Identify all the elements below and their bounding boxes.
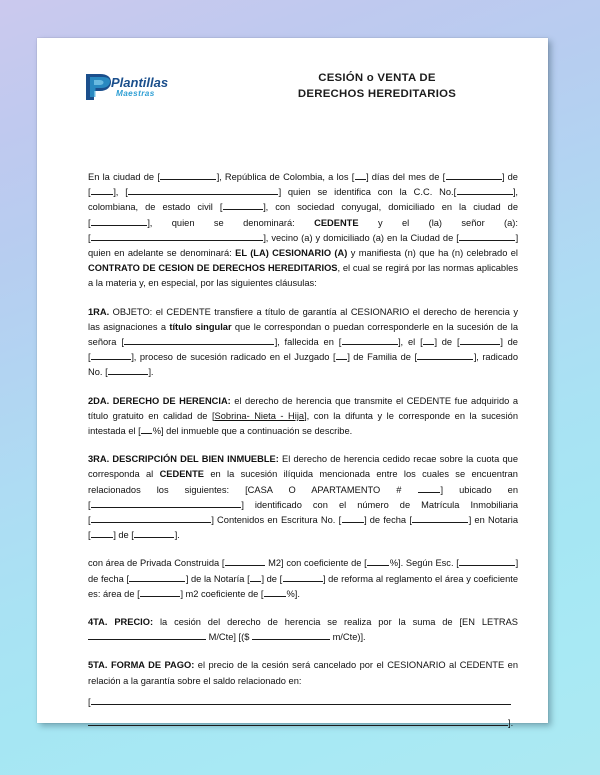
clause3-t2: en la sucesión ilíquida mencionada entre los cuales se encuentran relacionados los siguientes: [CASA O APARTAMENTO # [88,469,518,495]
blank-esc-fecha[interactable]: [ ] [126,573,189,584]
clause4-t3: m/Cte)]. [329,632,366,643]
blank-juzgado[interactable]: [ ] [332,352,350,363]
intro-t13: y manifiesta (n) que ha (n) celebrado el [347,248,518,259]
blank-precio-letras[interactable] [88,630,206,640]
intro-t4: de [504,172,518,182]
clause1-t5: de [436,337,457,348]
intro-bold-contrato: CONTRATO DE CESION DE DERECHOS HEREDITARIOS [88,263,338,274]
blank-area-m2[interactable] [224,558,265,568]
area-t7: de reforma al reglamento el área y coeficiente es: área de [88,573,518,599]
blank-forma-pago-line-1[interactable] [91,694,511,705]
intro-t14: , el cual se regirá por las normas aplicables a la materia y, en especial, por las siguientes cláusulas: [88,263,518,289]
logo-secondary-text: Maestras [116,89,155,98]
clause3-t9: . [177,530,180,541]
clause2-t3: %] del inmueble que a continuación se describe. [152,426,353,437]
blank-precio-cifras[interactable] [252,630,330,640]
blank-esc-numero[interactable]: [ ] [456,558,518,569]
clause3-number: 3RA. [88,454,110,465]
blank-nombre-cesionario[interactable]: [ ] [88,232,266,243]
clause1-t7: , proceso de sucesión radicado en el Juzgado [133,352,333,363]
blank-apartamento-numero[interactable] [417,485,440,495]
area-t9: %]. [286,588,300,599]
blank-mes-fallecimiento[interactable]: [ ] [456,337,503,348]
blank-notaria-reforma-ciudad[interactable]: [ ] [279,573,326,584]
blank-anio[interactable]: [ ] [88,187,116,198]
clause3-heading: DESCRIPCIÓN DEL BIEN INMUEBLE: [109,454,279,465]
blank-forma-pago-line-2[interactable] [88,715,508,726]
intro-t5: , [115,187,126,198]
clause5-t1: el precio de la cesión será cancelado por el CESIONARIO al CEDENTE en relación a la garantía sobre el saldo relacionado en: [88,660,518,686]
blank-coeficiente-pct[interactable] [367,558,390,568]
clause2-parentesco-options[interactable]: [Sobrina- Nieta - Hija] [211,410,307,421]
clause2-number: 2DA. [88,395,110,406]
blank-escritura-fecha[interactable]: [ ] [409,515,472,526]
intro-bold-cedente: CEDENTE [314,217,359,228]
clause4-number: 4TA. [88,617,108,628]
paragraph-intro [88,170,518,292]
blank-matricula-inmobiliaria[interactable]: [ ] [88,515,214,526]
intro-t6: quien se identifica con la C.C. No. [281,187,454,198]
area-t2: M2] con coeficiente de [ [265,558,367,569]
plantillas-maestras-logo [84,71,180,103]
document-page [37,38,548,728]
clause2-heading: DERECHO DE HERENCIA: [109,395,231,406]
paragraph-clause-5 [88,658,518,730]
clause1-t6: de [502,337,518,348]
clause3-t6: de fecha [366,515,410,526]
clause1-number: 1RA. [88,306,110,317]
blank-ciudad-domicilio[interactable]: [ ] [88,217,150,228]
blank-escritura-numero[interactable]: [ ] [338,515,367,526]
clause1-bold-titulo-singular: título singular [169,321,232,332]
paragraph-clause-1 [88,305,518,381]
blank-ciudad[interactable]: [ ] [157,172,220,182]
paragraph-clause-3 [88,452,518,543]
blank-cc-numero[interactable]: [ ] [453,187,516,198]
clause1-heading: OBJETO: [109,306,153,317]
intro-t7: , colombiana, de estado civil [88,187,518,213]
blank-notaria-ciudad[interactable]: [ ] [131,530,178,541]
paragraph-clause-2 [88,394,518,440]
blank-notaria-reforma[interactable]: [ ] [247,573,264,584]
intro-t2: , República de Colombia, a los [219,172,352,182]
document-body [88,170,518,731]
clause3-t7: en Notaria [471,515,518,526]
clause5-number: 5TA. [88,660,108,671]
clause1-t9: , radicado No. [88,352,518,378]
area-t5: de la Notaría [188,573,248,584]
blank-familia-ciudad[interactable]: [ ] [414,352,477,363]
clause3-t4: identificado con el número de Matrícula Inmobiliaria [243,499,518,510]
document-header [37,38,548,100]
logo-svg [84,71,180,103]
forma-pago-line-1-row [88,694,518,710]
blank-porcentaje-herencia[interactable] [141,426,153,436]
blank-direccion-inmueble[interactable]: [ ] [88,499,244,510]
clause4-heading: PRECIO: [107,617,154,628]
area-t1: con área de Privada Construida [ [88,558,225,569]
blank-estado-civil[interactable]: [ ] [219,202,266,213]
intro-bold-cesionario: EL (LA) CESIONARIO (A) [235,248,348,259]
blank-senora-causante[interactable]: [ ] [121,337,278,348]
clause3-bold-cedente: CEDENTE [159,469,205,480]
blank-radicado-numero[interactable]: [ ] [105,367,151,378]
area-t6: de [263,573,280,584]
clause1-t10: . [150,367,154,378]
area-t3: %]. Según Esc. [389,558,457,569]
clause3-t3: ] ubicado en [440,484,518,495]
blank-ciudad-cesionario[interactable]: [ ] [456,232,518,243]
clause1-t1: el CEDENTE transfiere a título de garantía al CESIONARIO el derecho de herencia y las asignaciones a [88,306,518,332]
clause1-t8: de Familia de [349,352,415,363]
intro-t11: , vecino (a) y domiciliado (a) en la Ciudad de [265,232,457,243]
blank-anio-fallecimiento[interactable]: [ ] [88,352,134,363]
intro-t3: días del mes de [368,172,443,182]
blank-nombre-cedente[interactable]: [ ] [125,187,282,198]
intro-t9: , quien se denominará: [149,217,315,228]
intro-t8: , con sociedad conyugal, domiciliado en la ciudad de [265,202,518,213]
page-title [217,70,537,102]
paragraph-area-coeficiente [88,556,518,602]
clause3-t8: de [115,530,132,541]
blank-area-reforma[interactable]: [ ] [137,588,183,599]
blank-dia-fallecimiento[interactable]: [ ] [420,337,437,348]
forma-pago-line-2-row [88,715,518,731]
clause3-t5: Contenidos en Escritura No. [213,515,339,526]
clause4-t1: la cesión del derecho de herencia se realiza por la suma de [EN LETRAS [153,617,518,628]
clause2-t1: el derecho de herencia que transmite el CEDENTE fue adquirido a título gratuito en calidad de [88,395,518,421]
intro-t1: En la ciudad de [88,172,158,182]
clause1-t4: , el [400,337,421,348]
clause3-t1: El derecho de herencia cedido recae sobre la cuota que corresponda al [88,454,518,480]
area-t4: de fecha [88,573,127,584]
logo-primary-text: Plantillas [111,75,169,90]
intro-t12: quien en adelante se denominará: [88,248,236,259]
blank-coeficiente-reforma[interactable] [264,589,287,599]
clause4-t2: M/Cte] [($ [206,632,252,643]
area-t8: m2 coeficiente de [ [182,588,264,599]
clause5-close-bracket: ]. [508,717,514,728]
clause5-heading: FORMA DE PAGO: [107,660,195,671]
clause5-open-bracket: [ [88,696,91,707]
intro-t10: y el (la) señor (a): [358,217,518,228]
blank-notaria-numero[interactable]: [ ] [88,530,116,541]
blank-mes[interactable]: [ ] [442,172,505,182]
blank-dias[interactable]: [ ] [351,172,369,182]
paragraph-clause-4 [88,615,518,645]
blank-lugar-fallecimiento[interactable]: [ ] [338,337,401,348]
clause1-t2: que le correspondan o puedan corresponderle en la sucesión de la señora [88,321,518,348]
page-title-line-2: DERECHOS HEREDITARIOS [297,88,457,100]
clause1-t3: , fallecida en [277,337,339,348]
clause2-t2: , con la difunta y le corresponde en la sucesión intestada el [ [88,410,518,437]
page-title-line-1: CESIÓN o VENTA DE [318,72,436,84]
